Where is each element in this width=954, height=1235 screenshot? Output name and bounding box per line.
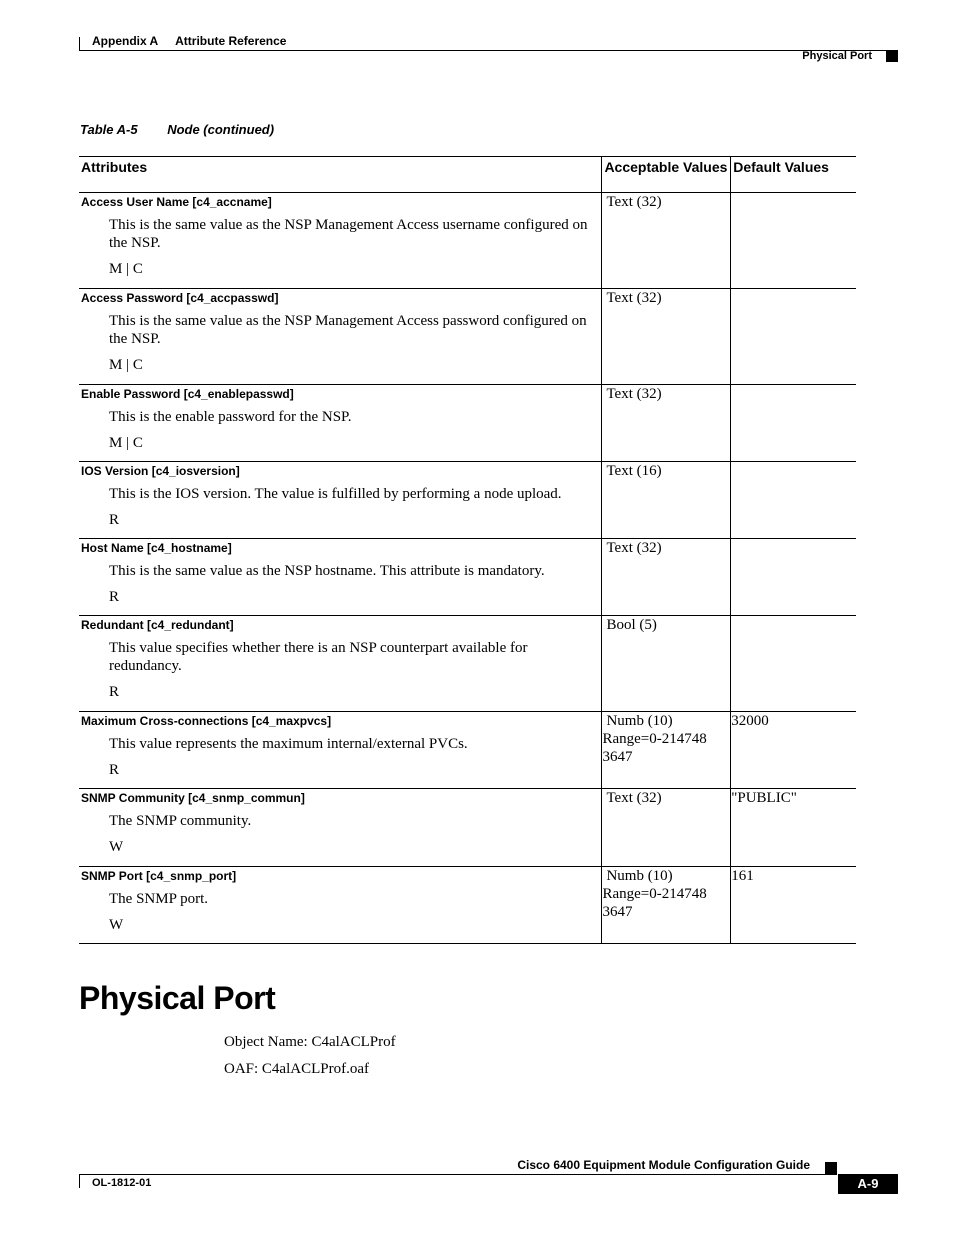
default-value-cell [731, 616, 856, 712]
table-caption [80, 122, 274, 137]
acceptable-value-line: Text (32) [606, 194, 662, 210]
acceptable-value-line: Text (32) [606, 290, 662, 306]
table-row [79, 616, 856, 712]
acceptable-value-line: Text (32) [606, 386, 662, 402]
acceptable-values-cell [602, 539, 731, 616]
attribute-name: Access User Name [c4_accname] [81, 195, 272, 209]
attribute-name: Access Password [c4_accpasswd] [81, 291, 279, 305]
acceptable-value-line: Numb (10) [606, 868, 673, 884]
footer-guide-title: Cisco 6400 Equipment Module Configuration Guide [517, 1158, 810, 1172]
attribute-table [79, 156, 856, 944]
attribute-access-mode: R [109, 684, 120, 700]
table-row [79, 712, 856, 789]
appendix-title: Attribute Reference [175, 34, 287, 48]
running-header [92, 34, 300, 48]
table-row [79, 385, 856, 462]
column-header-acceptable-values: Acceptable Values [602, 157, 731, 193]
acceptable-value-line: Text (16) [606, 463, 662, 479]
footer-rule [79, 1174, 837, 1175]
footer-doc-number: OL-1812-01 [92, 1177, 152, 1189]
acceptable-values-cell [602, 462, 731, 539]
attribute-cell [79, 462, 602, 539]
attribute-cell [79, 539, 602, 616]
attribute-cell [79, 712, 602, 789]
object-name: Object Name: C4alACLProf [224, 1034, 396, 1050]
default-value-cell: "PUBLIC" [731, 789, 856, 867]
table-row [79, 289, 856, 385]
attribute-cell [79, 385, 602, 462]
acceptable-value-line: Text (32) [606, 540, 662, 556]
footer-marker-box [825, 1162, 837, 1174]
attribute-access-mode: R [109, 589, 120, 605]
attribute-access-mode: R [109, 762, 120, 778]
appendix-label: Appendix A [92, 34, 159, 48]
default-value-cell [731, 289, 856, 385]
table-row [79, 462, 856, 539]
table-row [79, 193, 856, 289]
acceptable-values-cell [602, 867, 731, 944]
column-header-attributes: Attributes [79, 157, 602, 193]
acceptable-values-cell [602, 789, 731, 867]
attribute-description: The SNMP port. [109, 891, 209, 907]
attribute-name: SNMP Community [c4_snmp_commun] [81, 791, 305, 805]
acceptable-value-line: Range=0-214748 [602, 886, 707, 902]
attribute-access-mode: W [109, 839, 124, 855]
footer-rule-vertical [79, 1174, 80, 1188]
acceptable-values-cell [602, 712, 731, 789]
attribute-description: The SNMP community. [109, 813, 252, 829]
acceptable-value-line: Range=0-214748 [602, 731, 707, 747]
table-number: Table A-5 [80, 122, 138, 137]
oaf-file: OAF: C4alACLProf.oaf [224, 1061, 369, 1077]
acceptable-values-cell [602, 289, 731, 385]
attribute-cell [79, 193, 602, 289]
attribute-cell [79, 289, 602, 385]
attribute-access-mode: M | C [109, 357, 143, 373]
header-marker-box [886, 50, 898, 62]
default-value-cell [731, 385, 856, 462]
attribute-access-mode: R [109, 512, 120, 528]
attribute-description: This is the IOS version. The value is fulfilled by performing a node upload. [109, 486, 562, 502]
default-value-cell: 161 [731, 867, 856, 944]
attribute-access-mode: M | C [109, 435, 143, 451]
table-row [79, 539, 856, 616]
footer-page-number: A-9 [838, 1174, 898, 1194]
attribute-cell [79, 616, 602, 712]
attribute-cell [79, 867, 602, 944]
acceptable-values-cell [602, 616, 731, 712]
attribute-name: Redundant [c4_redundant] [81, 618, 234, 632]
acceptable-value-line: Bool (5) [606, 617, 657, 633]
attribute-name: Maximum Cross-connections [c4_maxpvcs] [81, 714, 332, 728]
attribute-description: This is the same value as the NSP Management Access username configured on the NSP. [109, 217, 588, 251]
column-header-default-values: Default Values [731, 157, 856, 193]
default-value-cell [731, 193, 856, 289]
table-row [79, 867, 856, 944]
header-section-name: Physical Port [802, 50, 872, 62]
acceptable-values-cell [602, 193, 731, 289]
attribute-cell [79, 789, 602, 867]
acceptable-value-line: 3647 [602, 749, 633, 765]
attribute-description: This value represents the maximum internal/external PVCs. [109, 736, 468, 752]
attribute-description: This is the enable password for the NSP. [109, 409, 352, 425]
attribute-description: This value specifies whether there is an NSP counterpart available for redundancy. [109, 640, 528, 674]
table-body [79, 193, 856, 944]
attribute-name: Host Name [c4_hostname] [81, 541, 232, 555]
section-title: Physical Port [79, 980, 276, 1016]
default-value-cell [731, 539, 856, 616]
header-rule [79, 50, 897, 51]
table-header-row [79, 157, 856, 193]
attribute-description: This is the same value as the NSP Management Access password configured on the NSP. [109, 313, 587, 347]
default-value-cell [731, 462, 856, 539]
attribute-description: This is the same value as the NSP hostname. This attribute is mandatory. [109, 563, 545, 579]
attribute-name: Enable Password [c4_enablepasswd] [81, 387, 294, 401]
attribute-name: SNMP Port [c4_snmp_port] [81, 869, 237, 883]
acceptable-values-cell [602, 385, 731, 462]
default-value-cell: 32000 [731, 712, 856, 789]
attribute-access-mode: M | C [109, 261, 143, 277]
table-caption-text: Node (continued) [167, 122, 275, 137]
acceptable-value-line: 3647 [602, 904, 633, 920]
attribute-name: IOS Version [c4_iosversion] [81, 464, 240, 478]
header-rule-vertical [79, 37, 80, 51]
acceptable-value-line: Text (32) [606, 790, 662, 806]
attribute-access-mode: W [109, 917, 124, 933]
table-row [79, 789, 856, 867]
acceptable-value-line: Numb (10) [606, 713, 673, 729]
